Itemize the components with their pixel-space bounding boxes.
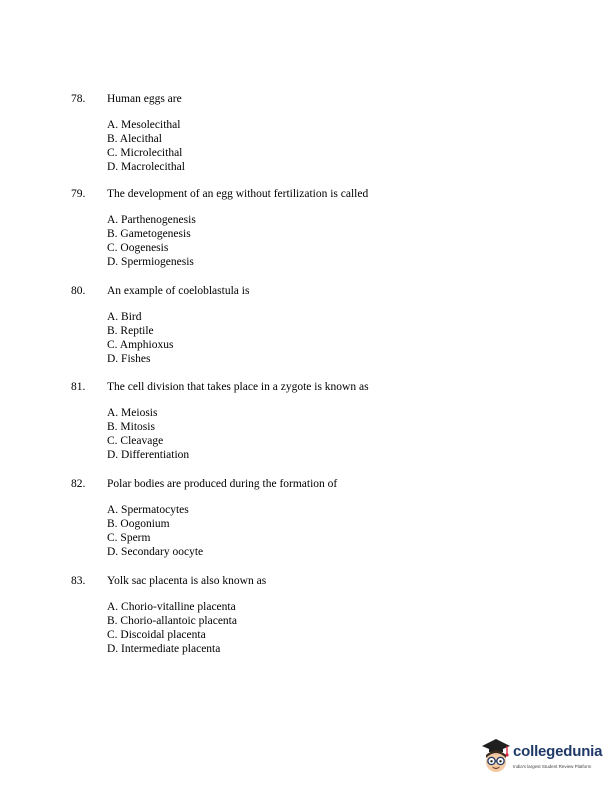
question-text: Human eggs are [107,93,182,105]
option-a: A. Mesolecithal [107,119,181,131]
question-number: 79. [71,188,86,200]
option-c: C. Sperm [107,532,151,544]
question-number: 81. [71,381,86,393]
option-d: D. Fishes [107,353,151,365]
option-c: C. Cleavage [107,435,164,447]
question-number: 82. [71,478,86,490]
option-list [107,118,185,174]
option-list [107,503,203,559]
option-list [107,406,189,462]
option-d: D. Spermiogenesis [107,256,194,268]
option-a: A. Parthenogenesis [107,214,196,226]
option-d: D. Secondary oocyte [107,546,204,558]
option-d: D. Macrolecithal [107,161,185,173]
option-d: D. Intermediate placenta [107,643,221,655]
question-text: Polar bodies are produced during the formation of [107,478,338,490]
collegedunia-logo [480,736,605,780]
option-b: B. Mitosis [107,421,155,433]
graduate-mascot-icon [480,736,512,776]
option-c: C. Discoidal placenta [107,629,206,641]
option-b: B. Gametogenesis [107,228,191,240]
option-c: C. Oogenesis [107,242,169,254]
option-d: D. Differentiation [107,449,190,461]
option-b: B. Alecithal [107,133,162,145]
option-a: A. Meiosis [107,407,158,419]
question-text: The development of an egg without fertilization is called [107,188,369,200]
option-b: B. Reptile [107,325,154,337]
option-list [107,213,196,269]
question-text: An example of coeloblastula is [107,285,250,297]
question-text: Yolk sac placenta is also known as [107,575,267,587]
logo-tagline: India's largest Student Review Platform [513,764,592,769]
option-b: B. Chorio-allantoic placenta [107,615,237,627]
option-a: A. Spermatocytes [107,504,189,516]
question-number: 80. [71,285,86,297]
logo-wordmark: collegedunia [513,743,603,760]
question-text: The cell division that takes place in a zygote is known as [107,381,369,393]
question-number: 83. [71,575,86,587]
option-c: C. Microlecithal [107,147,183,159]
option-list [107,600,237,656]
option-a: A. Bird [107,311,142,323]
option-b: B. Oogonium [107,518,170,530]
option-c: C. Amphioxus [107,339,174,351]
option-a: A. Chorio-vitalline placenta [107,601,236,613]
question-number: 78. [71,93,86,105]
option-list [107,310,173,366]
